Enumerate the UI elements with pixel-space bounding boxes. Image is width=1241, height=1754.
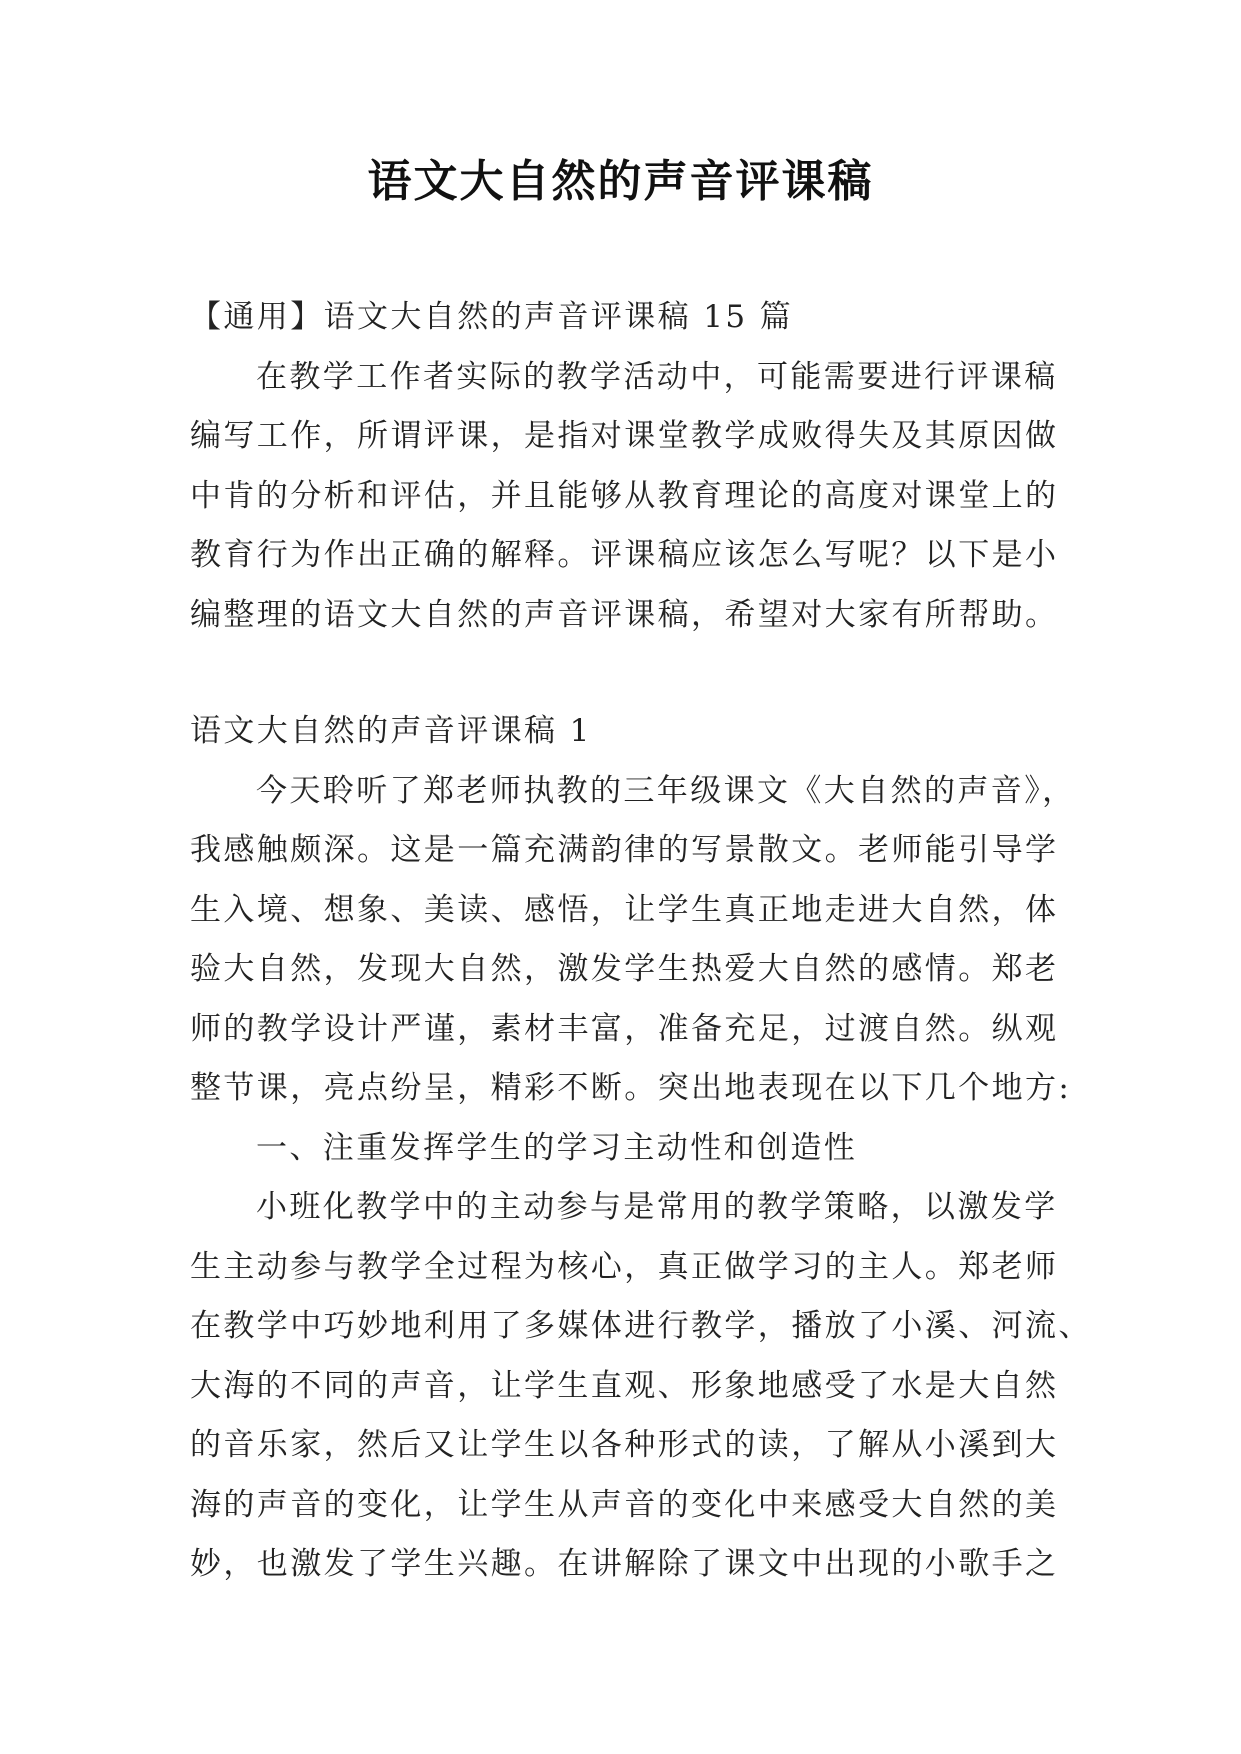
section-1-block [190, 702, 1092, 1595]
intro-line: 编写工作，所谓评课，是指对课堂教学成败得失及其原因做 [190, 418, 1059, 454]
section-heading: 语文大自然的声音评课稿 1 [190, 713, 592, 749]
paragraph-line: 妙，也激发了学生兴趣。在讲解除了课文中出现的小歌手之 [190, 1546, 1059, 1582]
subtitle: 【通用】语文大自然的声音评课稿 15 篇 [190, 299, 794, 335]
point-heading: 一、注重发挥学生的学习主动性和创造性 [256, 1129, 858, 1166]
paragraph-line: 生入境、想象、美读、感悟，让学生真正地走进大自然，体 [190, 891, 1059, 928]
paragraph-line: 的音乐家，然后又让学生以各种形式的读，了解从小溪到大 [190, 1427, 1059, 1463]
paragraph-line: 小班化教学中的主动参与是常用的教学策略，以激发学 [256, 1189, 1058, 1225]
intro-line: 教育行为作出正确的解释。评课稿应该怎么写呢？以下是小 [190, 537, 1059, 573]
paragraph-line: 整节课，亮点纷呈，精彩不断。突出地表现在以下几个地方: [190, 1070, 1072, 1106]
paragraph-line: 在教学中巧妙地利用了多媒体进行教学，播放了小溪、河流、 [190, 1308, 1092, 1344]
intro-line: 中肯的分析和评估，并且能够从教育理论的高度对课堂上的 [190, 477, 1059, 514]
paragraph-line: 今天聆听了郑老师执教的三年级课文《大自然的声音》， [256, 772, 1076, 809]
intro-block [190, 288, 1070, 645]
paragraph-line: 师的教学设计严谨，素材丰富，准备充足，过渡自然。纵观 [190, 1010, 1059, 1047]
paragraph-line: 我感触颇深。这是一篇充满韵律的写景散文。老师能引导学 [190, 832, 1059, 868]
paragraph-line: 大海的不同的声音，让学生直观、形象地感受了水是大自然 [190, 1367, 1059, 1404]
intro-line: 编整理的语文大自然的声音评课稿，希望对大家有所帮助。 [190, 596, 1059, 633]
document-title: 语文大自然的声音评课稿 [367, 156, 874, 207]
paragraph-line: 验大自然，发现大自然，激发学生热爱大自然的感情。郑老 [190, 951, 1059, 987]
intro-line: 在教学工作者实际的教学活动中，可能需要进行评课稿 [256, 358, 1058, 395]
paragraph-line: 生主动参与教学全过程为核心，真正做学习的主人。郑老师 [190, 1248, 1059, 1285]
paragraph-line: 海的声音的变化，让学生从声音的变化中来感受大自然的美 [190, 1486, 1059, 1523]
